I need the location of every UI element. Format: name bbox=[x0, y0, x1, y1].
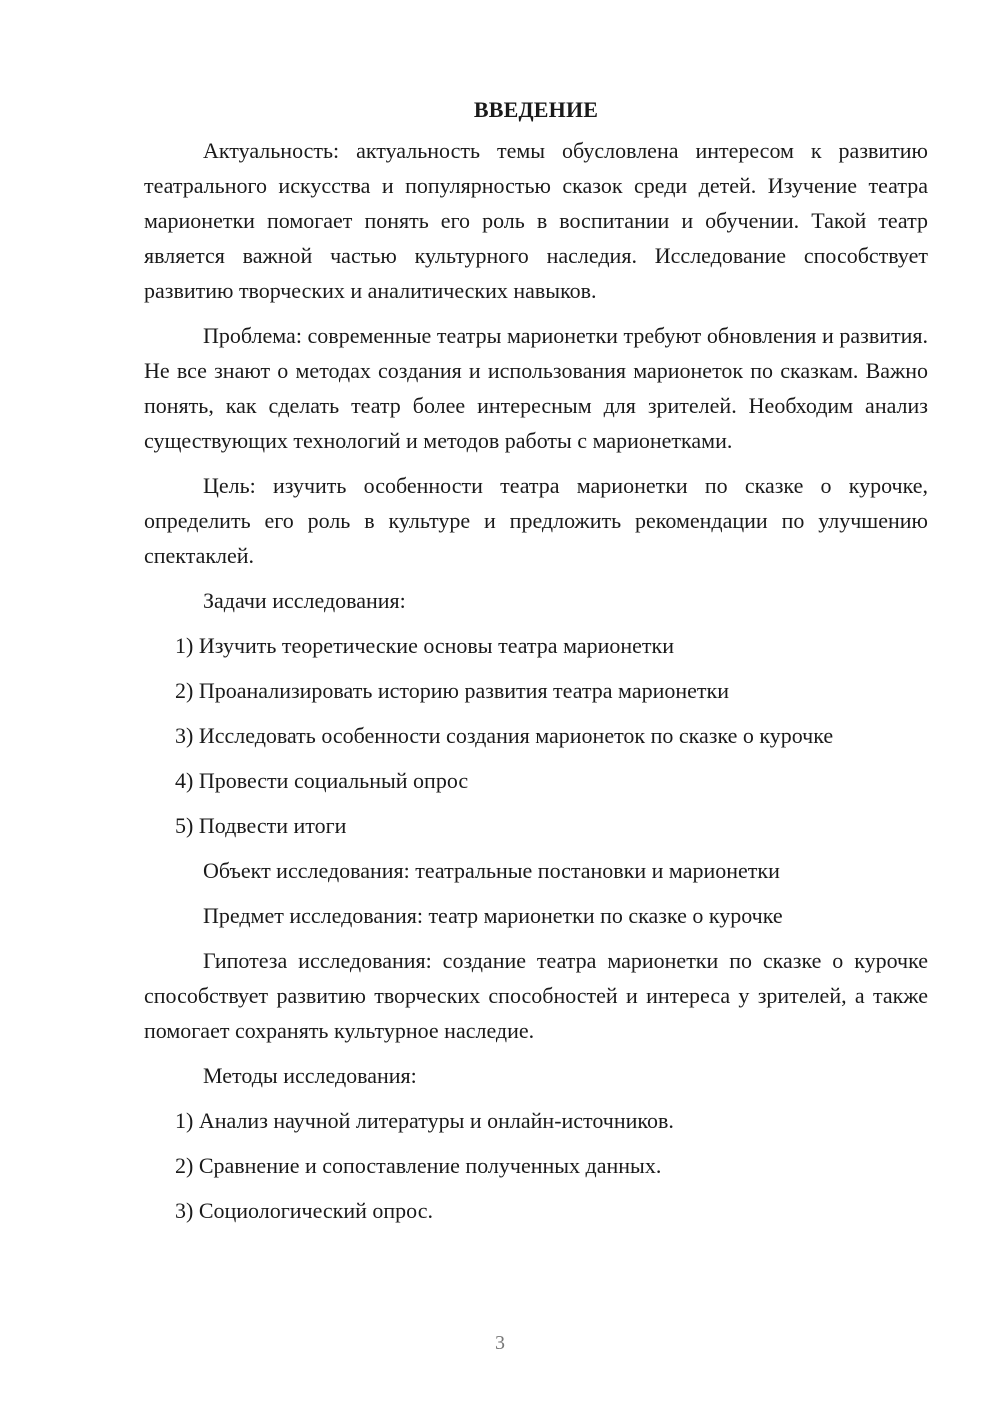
list-item: 3) Исследовать особенности создания марионеток по сказке о курочке bbox=[175, 723, 834, 748]
hypothesis-paragraph: Гипотеза исследования: создание театра марионетки по сказке о курочке способствует развитию творческих способностей и интереса у зрителей, а также помогает сохранять культурное наследие. bbox=[144, 948, 928, 1043]
list-item: 5) Подвести итоги bbox=[175, 813, 347, 838]
list-item: 4) Провести социальный опрос bbox=[175, 768, 469, 793]
section-heading: ВВЕДЕНИЕ bbox=[473, 97, 599, 122]
methods-title: Методы исследования: bbox=[203, 1063, 417, 1088]
tasks-title: Задачи исследования: bbox=[203, 588, 406, 613]
list-item: 3) Социологический опрос. bbox=[175, 1198, 433, 1223]
page-content bbox=[144, 92, 928, 1238]
relevance-paragraph: Актуальность: актуальность темы обусловлена интересом к развитию театрального искусства и популярностью сказок среди детей. Изучение театра марионетки помогает понять его роль в воспитании и обучении. Такой театр является важной частью культурного наследия. Исследование способствует развитию творческих и аналитических навыков. bbox=[144, 138, 928, 303]
object-paragraph: Объект исследования: театральные постановки и марионетки bbox=[203, 858, 780, 883]
goal-paragraph: Цель: изучить особенности театра марионетки по сказке о курочке, определить его роль в культуре и предложить рекомендации по улучшению спектаклей. bbox=[144, 473, 928, 568]
page-number: 3 bbox=[495, 1332, 505, 1354]
tasks-list bbox=[144, 628, 928, 843]
problem-paragraph: Проблема: современные театры марионетки требуют обновления и развития. Не все знают о методах создания и использования марионеток по сказкам. Важно понять, как сделать театр более интересным для зрителей. Необходим анализ существующих технологий и методов работы с марионетками. bbox=[144, 323, 928, 453]
methods-list bbox=[144, 1103, 928, 1228]
list-item: 2) Сравнение и сопоставление полученных данных. bbox=[175, 1153, 662, 1178]
list-item: 1) Анализ научной литературы и онлайн-источников. bbox=[175, 1108, 674, 1133]
list-item: 1) Изучить теоретические основы театра марионетки bbox=[175, 633, 674, 658]
list-item: 2) Проанализировать историю развития театра марионетки bbox=[175, 678, 729, 703]
subject-paragraph: Предмет исследования: театр марионетки по сказке о курочке bbox=[203, 903, 783, 928]
